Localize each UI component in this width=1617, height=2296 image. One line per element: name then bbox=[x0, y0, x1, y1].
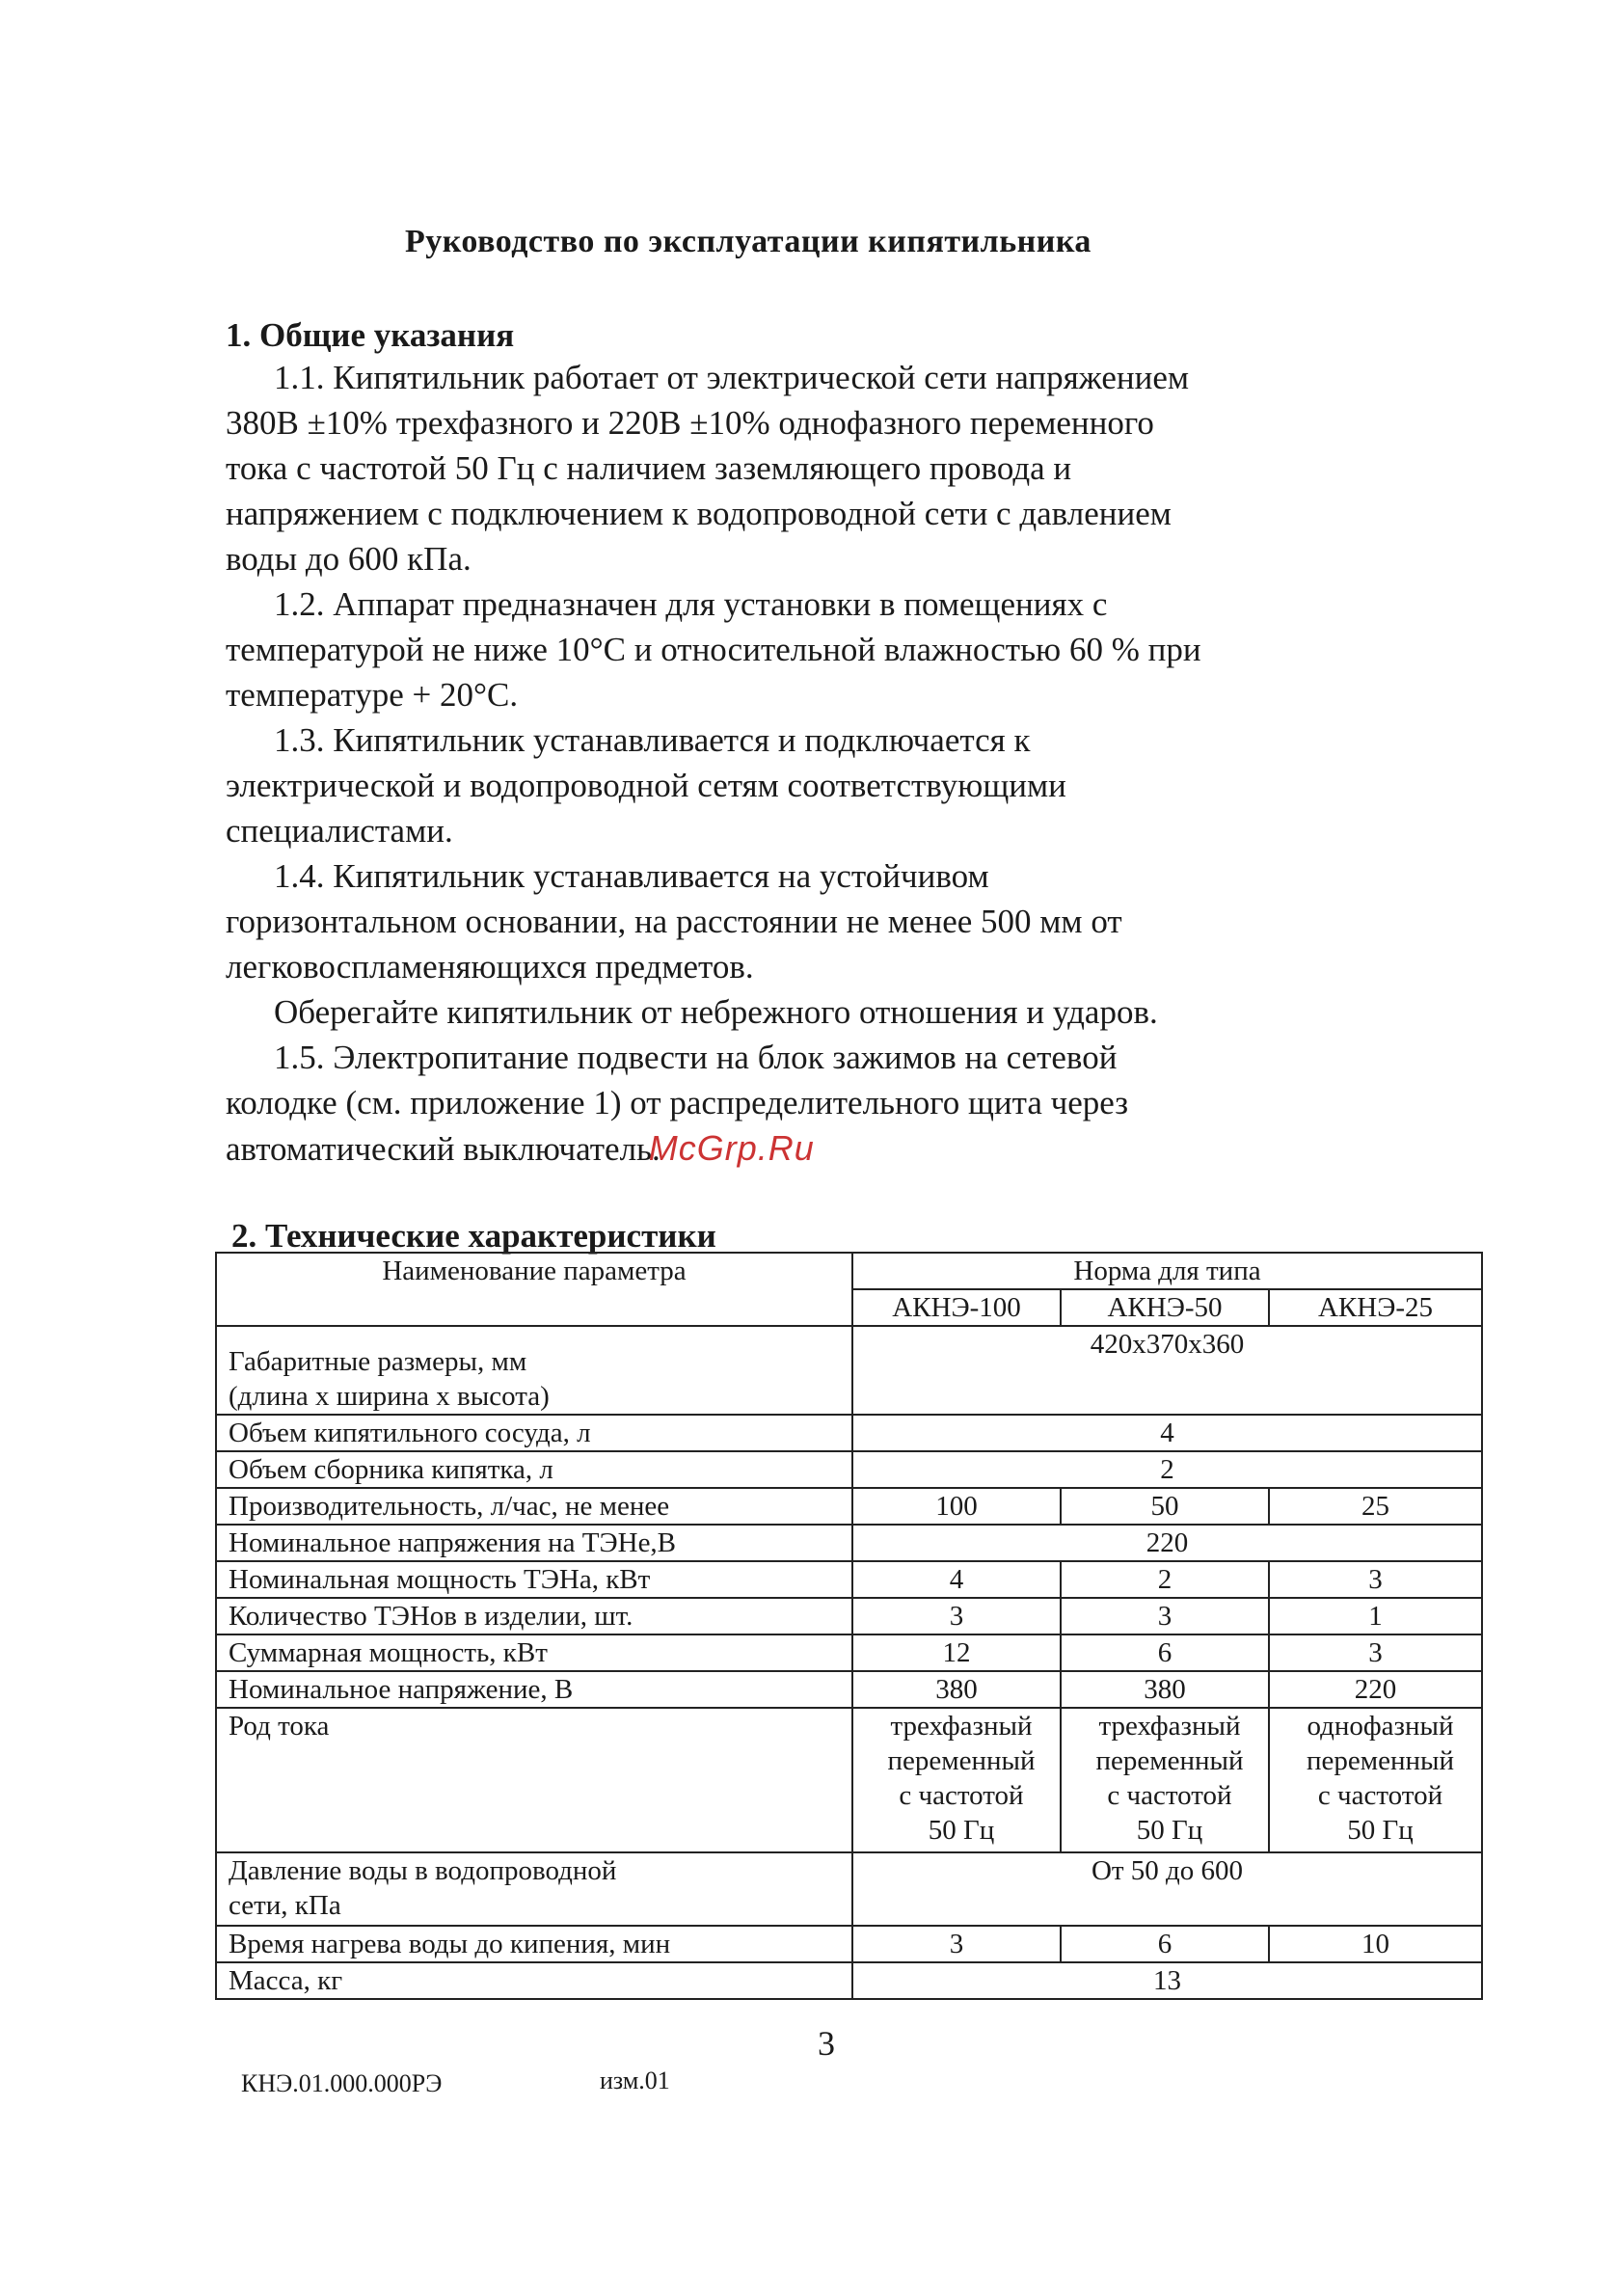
param-value: 3 bbox=[1061, 1598, 1269, 1634]
param-value: 2 bbox=[852, 1451, 1482, 1488]
paragraph-4-line: 1.4. Кипятильник устанавливается на устойчивом bbox=[274, 857, 989, 895]
param-value: 25 bbox=[1269, 1488, 1482, 1525]
param-value-line: 50 Гц bbox=[928, 1815, 995, 1846]
param-value bbox=[1269, 1708, 1482, 1852]
param-value: 3 bbox=[1269, 1634, 1482, 1671]
param-value: 4 bbox=[852, 1415, 1482, 1451]
param-name bbox=[216, 1926, 852, 1962]
param-value bbox=[1061, 1708, 1269, 1852]
spec-table bbox=[215, 1252, 1483, 2000]
param-value: 3 bbox=[852, 1598, 1061, 1634]
param-value-line: переменный bbox=[1306, 1745, 1455, 1776]
param-name bbox=[216, 1598, 852, 1634]
paragraph-1-line: 1.1. Кипятильник работает от электрической сети напряжением bbox=[274, 359, 1190, 396]
paragraph-3-line: электрической и водопроводной сетям соответствующими bbox=[226, 767, 1066, 804]
type-header: АКНЭ-50 bbox=[1061, 1289, 1269, 1326]
param-value: 420х370х360 bbox=[852, 1326, 1482, 1415]
document-title: Руководство по эксплуатации кипятильника bbox=[405, 224, 1091, 259]
param-name bbox=[216, 1962, 852, 1999]
param-value-line: с частотой bbox=[1107, 1780, 1232, 1811]
param-name bbox=[216, 1488, 852, 1525]
paragraph-6-line bbox=[226, 1125, 1421, 1172]
table-row bbox=[216, 1598, 1482, 1634]
section-1-heading: 1. Общие указания bbox=[226, 316, 515, 354]
table-row bbox=[216, 1926, 1482, 1962]
param-value-line: 50 Гц bbox=[1347, 1815, 1414, 1846]
param-value-line: 50 Гц bbox=[1136, 1815, 1203, 1846]
param-name-line: Масса, кг bbox=[229, 1965, 343, 1996]
param-name bbox=[216, 1671, 852, 1708]
param-value: 380 bbox=[852, 1671, 1061, 1708]
param-value: 6 bbox=[1061, 1926, 1269, 1962]
table-row bbox=[216, 1525, 1482, 1561]
param-value: 50 bbox=[1061, 1488, 1269, 1525]
param-name-line: Объем кипятильного сосуда, л bbox=[229, 1418, 591, 1448]
param-value: 220 bbox=[1269, 1671, 1482, 1708]
param-name-line: сети, кПа bbox=[229, 1890, 341, 1921]
param-value: 3 bbox=[1269, 1561, 1482, 1598]
paragraph-1-line: напряжением с подключением к водопроводной сети с давлением bbox=[226, 495, 1172, 532]
param-name bbox=[216, 1561, 852, 1598]
param-name-line: Производительность, л/час, не менее bbox=[229, 1491, 670, 1522]
param-value-line: переменный bbox=[887, 1745, 1036, 1776]
param-name bbox=[216, 1415, 852, 1451]
paragraph-last-line-text: автоматический выключатель. bbox=[226, 1130, 660, 1168]
param-value: 2 bbox=[1061, 1561, 1269, 1598]
param-name bbox=[216, 1326, 852, 1415]
param-value: 380 bbox=[1061, 1671, 1269, 1708]
paragraph-3-line: специалистами. bbox=[226, 812, 453, 850]
param-value-line: трехфазный bbox=[1098, 1711, 1241, 1742]
param-name-line: Объем сборника кипятка, л bbox=[229, 1454, 553, 1485]
paragraph-4-line: горизонтальном основании, на расстоянии не менее 500 мм от bbox=[226, 903, 1122, 940]
table-row bbox=[216, 1634, 1482, 1671]
table-row bbox=[216, 1415, 1482, 1451]
param-value: 3 bbox=[852, 1926, 1061, 1962]
param-value bbox=[852, 1708, 1061, 1852]
doc-code: КНЭ.01.000.000РЭ bbox=[241, 2069, 443, 2097]
param-value: 10 bbox=[1269, 1926, 1482, 1962]
paragraph-1-line: тока с частотой 50 Гц с наличием заземляющего провода и bbox=[226, 449, 1072, 487]
param-value-line: однофазный bbox=[1307, 1711, 1454, 1742]
paragraph-3-line: 1.3. Кипятильник устанавливается и подключается к bbox=[274, 721, 1031, 759]
param-name-line: Время нагрева воды до кипения, мин bbox=[229, 1929, 671, 1959]
param-name bbox=[216, 1634, 852, 1671]
param-name-line: Номинальное напряжение, В bbox=[229, 1674, 574, 1705]
param-value-line: с частотой bbox=[1317, 1780, 1443, 1811]
param-name bbox=[216, 1708, 852, 1852]
param-value: От 50 до 600 bbox=[852, 1852, 1482, 1926]
param-name-line: (длина х ширина х высота) bbox=[229, 1381, 550, 1412]
paragraph-5-line: Оберегайте кипятильник от небрежного отношения и ударов. bbox=[274, 993, 1158, 1031]
param-name bbox=[216, 1525, 852, 1561]
watermark-text: McGrp.Ru bbox=[648, 1128, 815, 1168]
table-row bbox=[216, 1962, 1482, 1999]
paragraph-6-line: 1.5. Электропитание подвести на блок зажимов на сетевой bbox=[274, 1039, 1118, 1076]
table-row bbox=[216, 1671, 1482, 1708]
param-value: 220 bbox=[852, 1525, 1482, 1561]
param-value: 100 bbox=[852, 1488, 1061, 1525]
param-name-line: Род тока bbox=[229, 1711, 330, 1742]
param-value-line: с частотой bbox=[899, 1780, 1024, 1811]
param-name-line: Номинальная мощность ТЭНа, кВт bbox=[229, 1564, 651, 1595]
param-name bbox=[216, 1852, 852, 1926]
paragraph-1-line: 380В ±10% трехфазного и 220В ±10% однофазного переменного bbox=[226, 404, 1154, 442]
param-name-line: Суммарная мощность, кВт bbox=[229, 1637, 548, 1668]
param-name-line: Номинальное напряжения на ТЭНе,В bbox=[229, 1527, 677, 1558]
param-value: 6 bbox=[1061, 1634, 1269, 1671]
paragraph-2-line: температурой не ниже 10°С и относительной влажностью 60 % при bbox=[226, 631, 1201, 668]
table-row bbox=[216, 1326, 1482, 1415]
table-row bbox=[216, 1451, 1482, 1488]
paragraph-1-line: воды до 600 кПа. bbox=[226, 540, 472, 578]
param-name-line: Габаритные размеры, мм bbox=[229, 1346, 527, 1377]
paragraph-4-line: легковоспламеняющихся предметов. bbox=[226, 948, 754, 986]
param-value: 13 bbox=[852, 1962, 1482, 1999]
param-name bbox=[216, 1451, 852, 1488]
table-header-row bbox=[216, 1253, 1482, 1289]
norm-header: Норма для типа bbox=[852, 1253, 1482, 1289]
param-value-line: переменный bbox=[1095, 1745, 1244, 1776]
table-row bbox=[216, 1488, 1482, 1525]
table-row bbox=[216, 1852, 1482, 1926]
param-header: Наименование параметра bbox=[216, 1253, 852, 1326]
paragraph-2-line: температуре + 20°С. bbox=[226, 676, 519, 714]
param-value: 12 bbox=[852, 1634, 1061, 1671]
param-value: 1 bbox=[1269, 1598, 1482, 1634]
table-row bbox=[216, 1561, 1482, 1598]
section-1-body bbox=[226, 355, 1421, 1172]
revision-label: изм.01 bbox=[600, 2066, 670, 2094]
paragraph-2-line: 1.2. Аппарат предназначен для установки в помещениях с bbox=[274, 585, 1108, 623]
paragraph-6-line: колодке (см. приложение 1) от распределительного щита через bbox=[226, 1084, 1129, 1121]
page-number: 3 bbox=[818, 2024, 835, 2063]
section-2-heading: 2. Технические характеристики bbox=[231, 1217, 716, 1255]
param-value: 4 bbox=[852, 1561, 1061, 1598]
param-value-line: трехфазный bbox=[890, 1711, 1033, 1742]
type-header: АКНЭ-25 bbox=[1269, 1289, 1482, 1326]
param-name-line: Давление воды в водопроводной bbox=[229, 1855, 617, 1886]
param-name-line: Количество ТЭНов в изделии, шт. bbox=[229, 1601, 633, 1632]
table-row bbox=[216, 1708, 1482, 1852]
type-header: АКНЭ-100 bbox=[852, 1289, 1061, 1326]
